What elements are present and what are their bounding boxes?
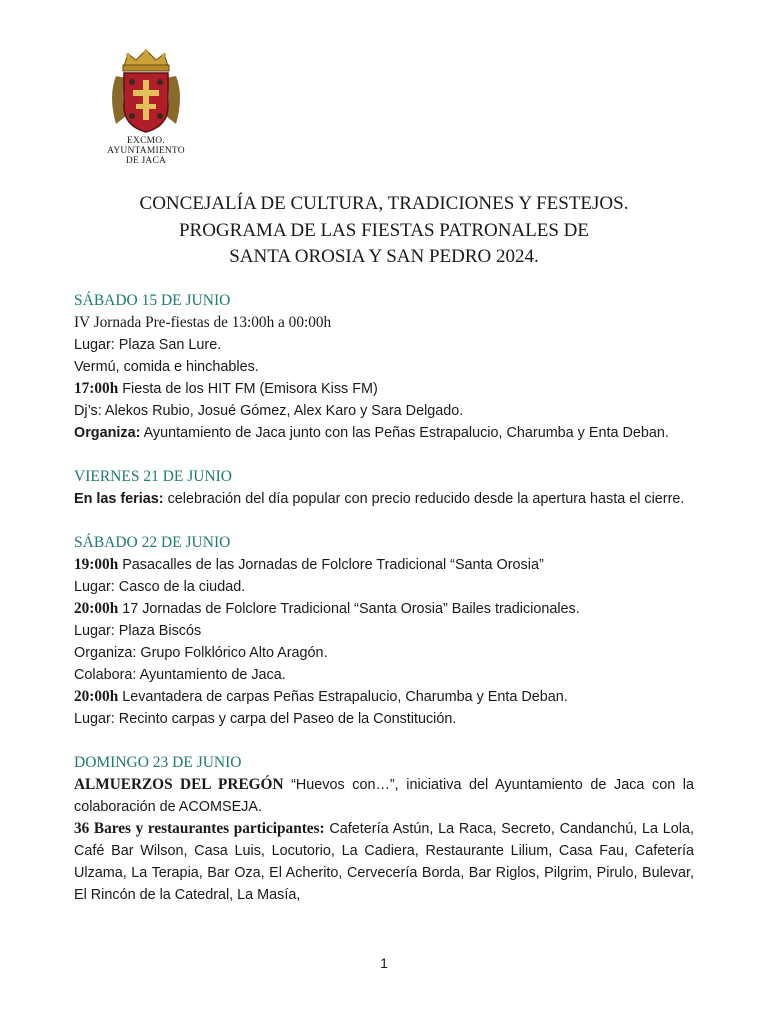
title-line-1: CONCEJALÍA DE CULTURA, TRADICIONES Y FESTEJOS. xyxy=(139,193,629,214)
organizer-text: Ayuntamiento de Jaca junto con las Peñas Estrapalucio, Charumba y Enta Deban. xyxy=(140,425,669,441)
coat-of-arms-icon xyxy=(106,46,186,134)
title-line-2: PROGRAMA DE LAS FIESTAS PATRONALES DE xyxy=(178,219,590,241)
participants-line xyxy=(74,818,694,906)
event-collaborator: Colabora: Ayuntamiento de Jaca. xyxy=(74,667,286,683)
event-text: “Huevos con…”, iniciativa del Ayuntamiento de Jaca con la colaboración de ACOMSEJA. xyxy=(74,777,694,815)
event-description: Vermú, comida e hinchables. xyxy=(74,359,259,375)
event-title-text: IV Jornada Pre-fiestas de 13:00h a 00:00h xyxy=(74,314,332,331)
event-location: Lugar: Recinto carpas y carpa del Paseo de la Constitución. xyxy=(74,711,457,727)
event-time: 20:00h xyxy=(74,600,119,617)
event-line xyxy=(74,554,694,576)
event-line xyxy=(74,686,694,708)
title-line-3: SANTA OROSIA Y SAN PEDRO 2024. xyxy=(229,246,539,267)
logo-line-2: AYUNTAMIENTO xyxy=(107,146,185,156)
event-line xyxy=(74,774,694,818)
event-text: 17 Jornadas de Folclore Tradicional “Santa Orosia” Bailes tradicionales. xyxy=(118,601,580,617)
event-organizer xyxy=(74,422,694,444)
logo-line-3: DE JACA xyxy=(125,156,167,166)
event-text: Levantadera de carpas Peñas Estrapalucio, Charumba y Enta Deban. xyxy=(118,689,568,705)
event-line xyxy=(74,598,694,620)
event-djs: Dj’s: Alekos Rubio, Josué Gómez, Alex Karo y Sara Delgado. xyxy=(74,403,464,419)
event-location: Lugar: Plaza Biscós xyxy=(74,623,202,639)
event-label: En las ferias: xyxy=(74,491,164,507)
day-heading: SÁBADO 22 DE JUNIO xyxy=(74,534,231,551)
city-council-logo xyxy=(98,46,194,166)
event-location: Lugar: Plaza San Lure. xyxy=(74,337,222,353)
day-heading: DOMINGO 23 DE JUNIO xyxy=(74,754,242,771)
page-number: 1 xyxy=(380,955,388,971)
event-line xyxy=(74,378,694,400)
event-label: ALMUERZOS DEL PREGÓN xyxy=(74,776,284,793)
event-time: 19:00h xyxy=(74,556,119,573)
event-location: Lugar: Casco de la ciudad. xyxy=(74,579,246,595)
organizer-label: Organiza: xyxy=(74,425,141,441)
event-time: 17:00h xyxy=(74,380,119,397)
event-text: Pasacalles de las Jornadas de Folclore Tradicional “Santa Orosia” xyxy=(118,557,544,573)
day-heading: SÁBADO 15 DE JUNIO xyxy=(74,292,231,309)
event-organizer: Organiza: Grupo Folklórico Alto Aragón. xyxy=(74,645,328,661)
day-heading: VIERNES 21 DE JUNIO xyxy=(74,468,233,485)
event-time: 20:00h xyxy=(74,688,119,705)
event-text: celebración del día popular con precio reducido desde la apertura hasta el cierre. xyxy=(163,491,685,507)
document-title xyxy=(0,191,768,271)
participants-text: Cafetería Astún, La Raca, Secreto, Candanchú, La Lola, Café Bar Wilson, Casa Luis, Locutorio, La Cadiera, Restaurante Lilium, Casa Fau, Cafetería Ulzama, La Terapia, Bar Oza, El Acherito, Cervecería Borda, Bar Riglos, Pilgrim, Pirulo, Bulevar, El Rincón de la Catedral, La Masía, xyxy=(74,821,694,903)
logo-line-1: EXCMO. xyxy=(127,136,165,146)
event-title xyxy=(74,312,694,334)
program-content xyxy=(74,290,694,906)
event-line xyxy=(74,488,694,510)
participants-label: 36 Bares y restaurantes participantes: xyxy=(74,820,325,837)
event-text: Fiesta de los HIT FM (Emisora Kiss FM) xyxy=(118,381,378,397)
